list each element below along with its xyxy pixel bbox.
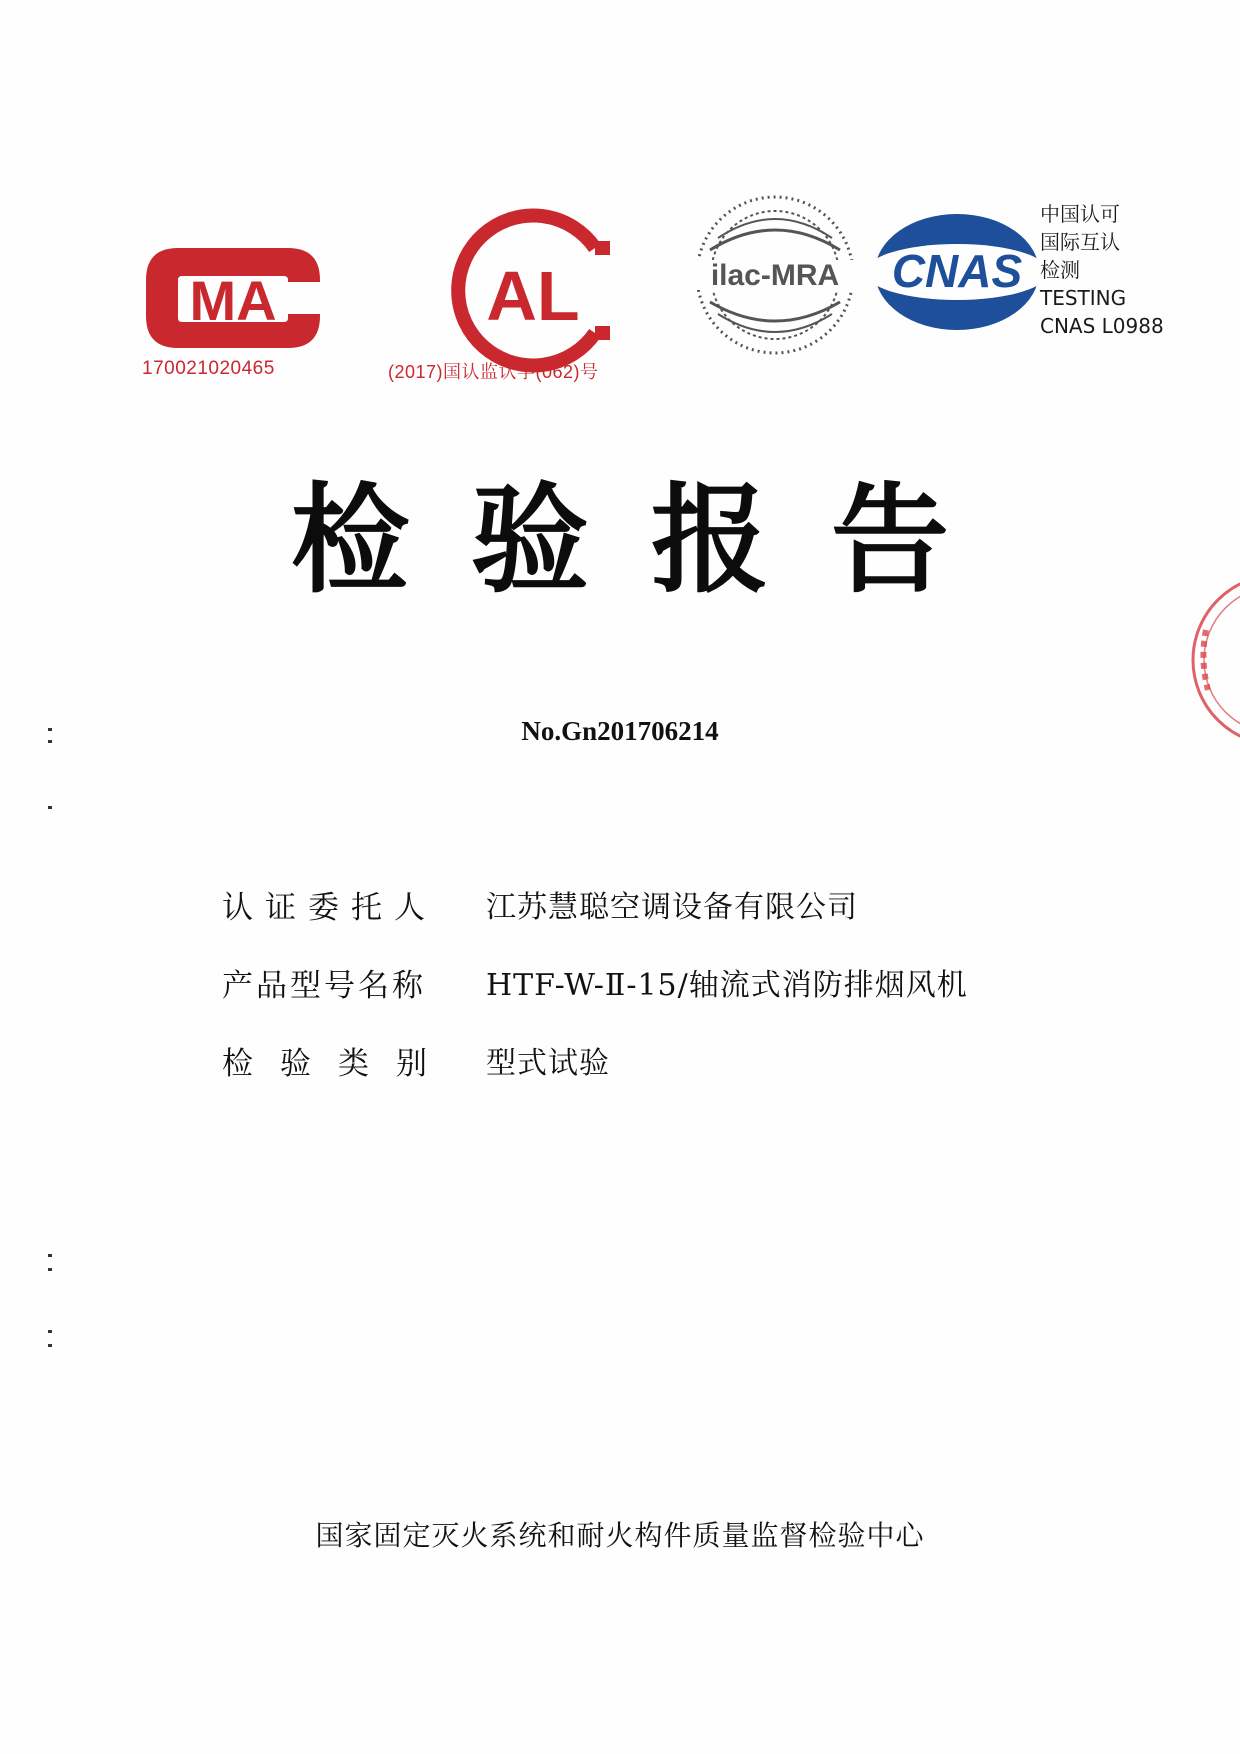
detail-label: 认证委托人 bbox=[222, 890, 437, 926]
cnas-line: 国际互认 bbox=[1040, 230, 1120, 254]
cal-caption: (2017)国认监认字(062)号 bbox=[388, 362, 599, 382]
issuer-name: 国家固定灭火系统和耐火构件质量监督检验中心 bbox=[315, 1519, 925, 1552]
cnas-label: CNAS bbox=[891, 245, 1023, 297]
partial-seal-stamp-icon bbox=[1178, 560, 1240, 760]
detail-row-client bbox=[222, 886, 1122, 964]
scan-mark bbox=[48, 728, 52, 731]
cnas-logo bbox=[862, 205, 1052, 340]
cnas-text-block bbox=[1040, 200, 1164, 340]
cnas-line: 检测 bbox=[1040, 258, 1080, 282]
cnas-line: CNAS L0988 bbox=[1040, 314, 1164, 338]
ilac-mra-label: ilac-MRA bbox=[710, 259, 840, 292]
cma-number: 170021020465 bbox=[142, 358, 275, 379]
cnas-swoosh-icon bbox=[862, 205, 1052, 340]
cal-seal-icon bbox=[425, 208, 635, 383]
detail-label: 检验类别 bbox=[222, 1046, 454, 1082]
detail-value: HTF-W-Ⅱ-15/轴流式消防排烟风机 bbox=[486, 968, 968, 1003]
cal-letters: AL bbox=[486, 257, 580, 335]
scan-mark bbox=[48, 1268, 52, 1271]
details-table bbox=[222, 886, 1122, 1120]
report-number: No.Gn201706214 bbox=[521, 716, 719, 746]
cma-letters: MA bbox=[189, 269, 277, 332]
detail-value: 型式试验 bbox=[486, 1046, 610, 1081]
detail-value: 江苏慧聪空调设备有限公司 bbox=[486, 890, 858, 925]
ilac-mra-globe-icon bbox=[690, 190, 860, 360]
scan-mark bbox=[48, 1330, 52, 1333]
page-title: 检验报告 bbox=[290, 471, 1011, 609]
detail-row-category bbox=[222, 1042, 1122, 1120]
scan-mark bbox=[48, 1254, 52, 1257]
ilac-mra-logo bbox=[690, 190, 860, 360]
scan-mark bbox=[48, 806, 52, 809]
scan-mark bbox=[48, 740, 52, 743]
cnas-line: 中国认可 bbox=[1040, 202, 1120, 226]
detail-label: 产品型号名称 bbox=[222, 968, 426, 1004]
cnas-line: TESTING bbox=[1040, 286, 1127, 310]
cal-logo bbox=[425, 208, 635, 383]
scan-mark bbox=[48, 1344, 52, 1347]
detail-row-product bbox=[222, 964, 1122, 1042]
